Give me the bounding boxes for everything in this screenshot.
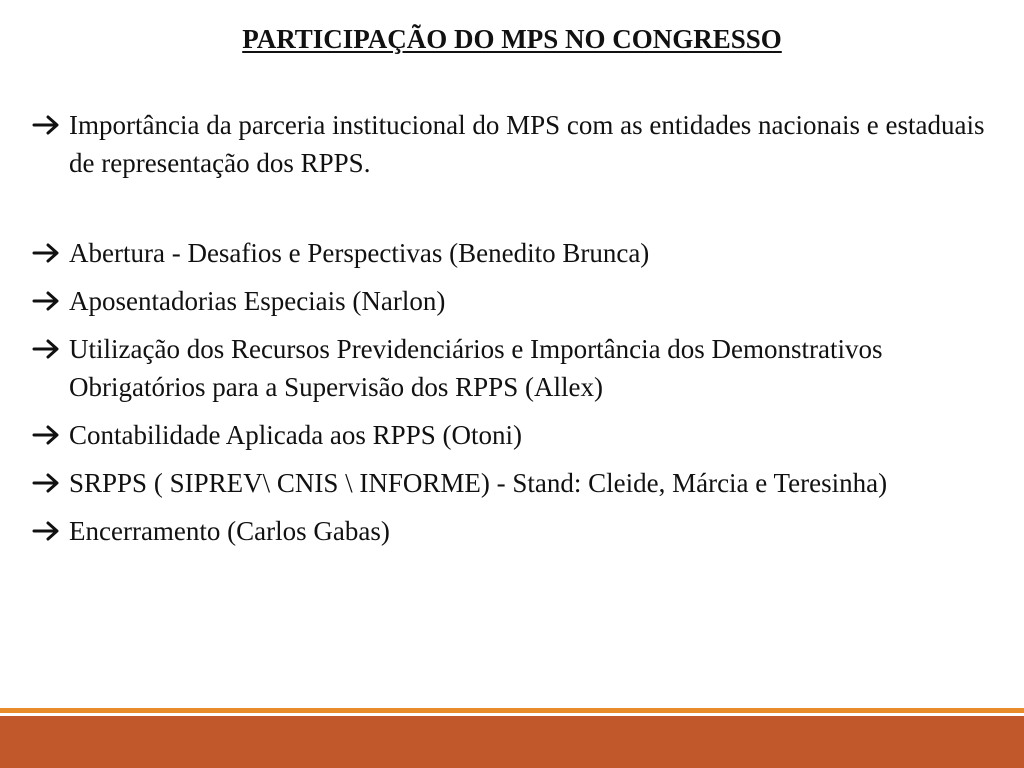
bullet-text: Utilização dos Recursos Previdenciários e Importância dos Demonstrativos Obrigatórios para a Supervisão dos RPPS (Allex) — [69, 334, 883, 402]
bullet-text: Aposentadorias Especiais (Narlon) — [69, 286, 446, 316]
right-arrow-icon — [30, 282, 64, 320]
bullet-item — [30, 234, 990, 272]
slide-title: PARTICIPAÇÃO DO MPS NO CONGRESSO — [242, 24, 782, 54]
bullet-text: Importância da parceria institucional do MPS com as entidades nacionais e estaduais de representação dos RPPS. — [69, 110, 985, 178]
bullet-text: SRPPS ( SIPREV\ CNIS \ INFORME) - Stand: Cleide, Márcia e Teresinha) — [69, 468, 888, 498]
right-arrow-icon — [30, 330, 64, 368]
right-arrow-icon — [30, 464, 64, 502]
right-arrow-icon — [30, 106, 64, 144]
bullet-item — [30, 464, 990, 502]
bullet-list — [30, 106, 990, 560]
bullet-item — [30, 416, 990, 454]
right-arrow-icon — [30, 416, 64, 454]
right-arrow-icon — [30, 512, 64, 550]
bullet-text: Encerramento (Carlos Gabas) — [69, 516, 390, 546]
bullet-item — [30, 282, 990, 320]
footer-bar — [0, 716, 1024, 768]
bullet-item — [30, 512, 990, 550]
bullet-item — [30, 330, 990, 406]
bullet-text: Contabilidade Aplicada aos RPPS (Otoni) — [69, 420, 522, 450]
footer-accent-line — [0, 708, 1024, 713]
right-arrow-icon — [30, 234, 64, 272]
bullet-item — [30, 106, 990, 182]
bullet-text: Abertura - Desafios e Perspectivas (Benedito Brunca) — [69, 238, 650, 268]
